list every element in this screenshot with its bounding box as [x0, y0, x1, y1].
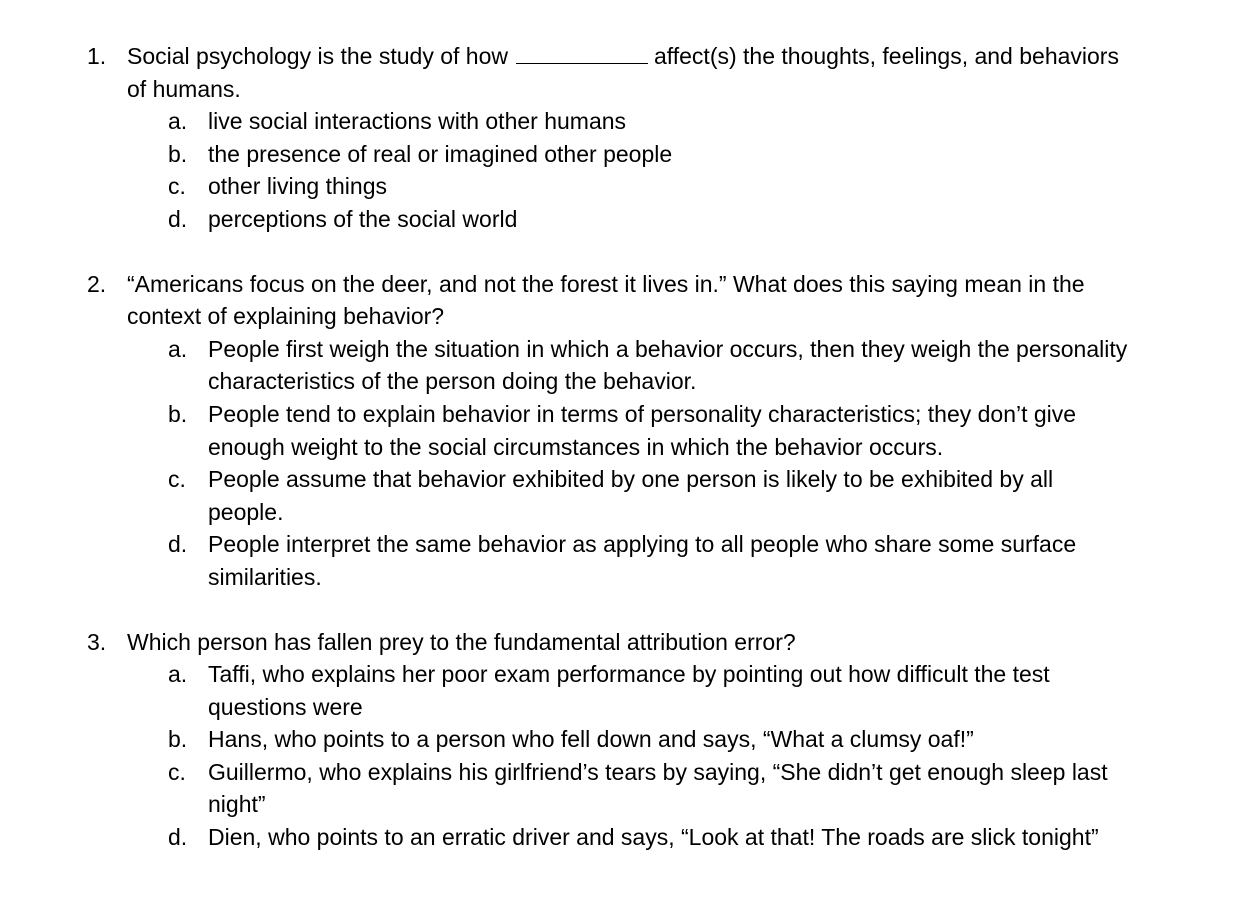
option-text: Taffi, who explains her poor exam performance by pointing out how difficult the test questions were [208, 661, 1050, 720]
option-text: other living things [208, 173, 387, 200]
answer-option-d [0, 528, 1128, 593]
option-text: People tend to explain behavior in terms of personality characteristics; they don’t give enough weight to the social circumstances in which the behavior occurs. [208, 400, 1077, 460]
question-text-before-blank: Social psychology is the study of how [127, 43, 508, 69]
option-letter: a. [168, 108, 188, 135]
answer-options [0, 658, 1233, 854]
answer-option-a [0, 658, 1128, 723]
question-number: 3. [87, 628, 107, 655]
answer-option-b [0, 398, 1128, 463]
option-letter: b. [168, 726, 188, 753]
option-letter: c. [168, 466, 186, 493]
question-2 [0, 268, 1233, 594]
answer-option-c [0, 463, 1128, 528]
question-number: 1. [87, 43, 107, 69]
question-text: “Americans focus on the deer, and not the forest it lives in.” What does this saying mean in the context of explaining behavior? [127, 270, 1085, 330]
answer-option-c [0, 170, 1128, 203]
answer-option-a [0, 105, 1128, 138]
option-letter: a. [168, 661, 188, 688]
option-letter: d. [168, 824, 188, 851]
option-letter: a. [168, 335, 188, 362]
question-text-after-blank: affect(s) the thoughts, feelings, and behaviors of humans. [127, 43, 1119, 102]
answer-option-d [0, 821, 1128, 854]
question-3 [0, 626, 1233, 854]
question-stem [0, 626, 1122, 659]
option-text: People interpret the same behavior as applying to all people who share some surface similarities. [208, 531, 1077, 590]
question-stem [0, 40, 1122, 105]
option-letter: b. [168, 140, 188, 167]
question-text: Which person has fallen prey to the fundamental attribution error? [127, 628, 796, 655]
answer-option-b [0, 723, 1128, 756]
option-text: live social interactions with other humans [208, 108, 627, 135]
answer-options [0, 105, 1233, 235]
answer-option-c [0, 756, 1128, 821]
option-letter: d. [168, 205, 188, 232]
quiz-document [0, 40, 1233, 886]
answer-options [0, 333, 1233, 594]
option-text: People first weigh the situation in which a behavior occurs, then they weigh the personality characteristics of the person doing the behavior. [208, 335, 1128, 395]
option-letter: d. [168, 531, 188, 558]
answer-option-d [0, 203, 1128, 236]
option-letter: c. [168, 173, 186, 200]
option-text: Guillermo, who explains his girlfriend’s tears by saying, “She didn’t get enough sleep last night” [208, 758, 1108, 818]
answer-option-a [0, 333, 1128, 398]
option-text: perceptions of the social world [208, 205, 518, 232]
fill-in-blank-line [516, 43, 648, 64]
question-number: 2. [87, 270, 107, 297]
option-text: the presence of real or imagined other people [208, 140, 673, 167]
option-text: People assume that behavior exhibited by one person is likely to be exhibited by all people. [208, 466, 1054, 525]
option-letter: b. [168, 400, 188, 427]
option-text: Dien, who points to an erratic driver and says, “Look at that! The roads are slick tonight” [208, 824, 1099, 851]
answer-option-b [0, 138, 1128, 171]
option-text: Hans, who points to a person who fell down and says, “What a clumsy oaf!” [208, 726, 974, 753]
option-letter: c. [168, 758, 186, 785]
question-stem [0, 268, 1122, 333]
question-1 [0, 40, 1233, 236]
